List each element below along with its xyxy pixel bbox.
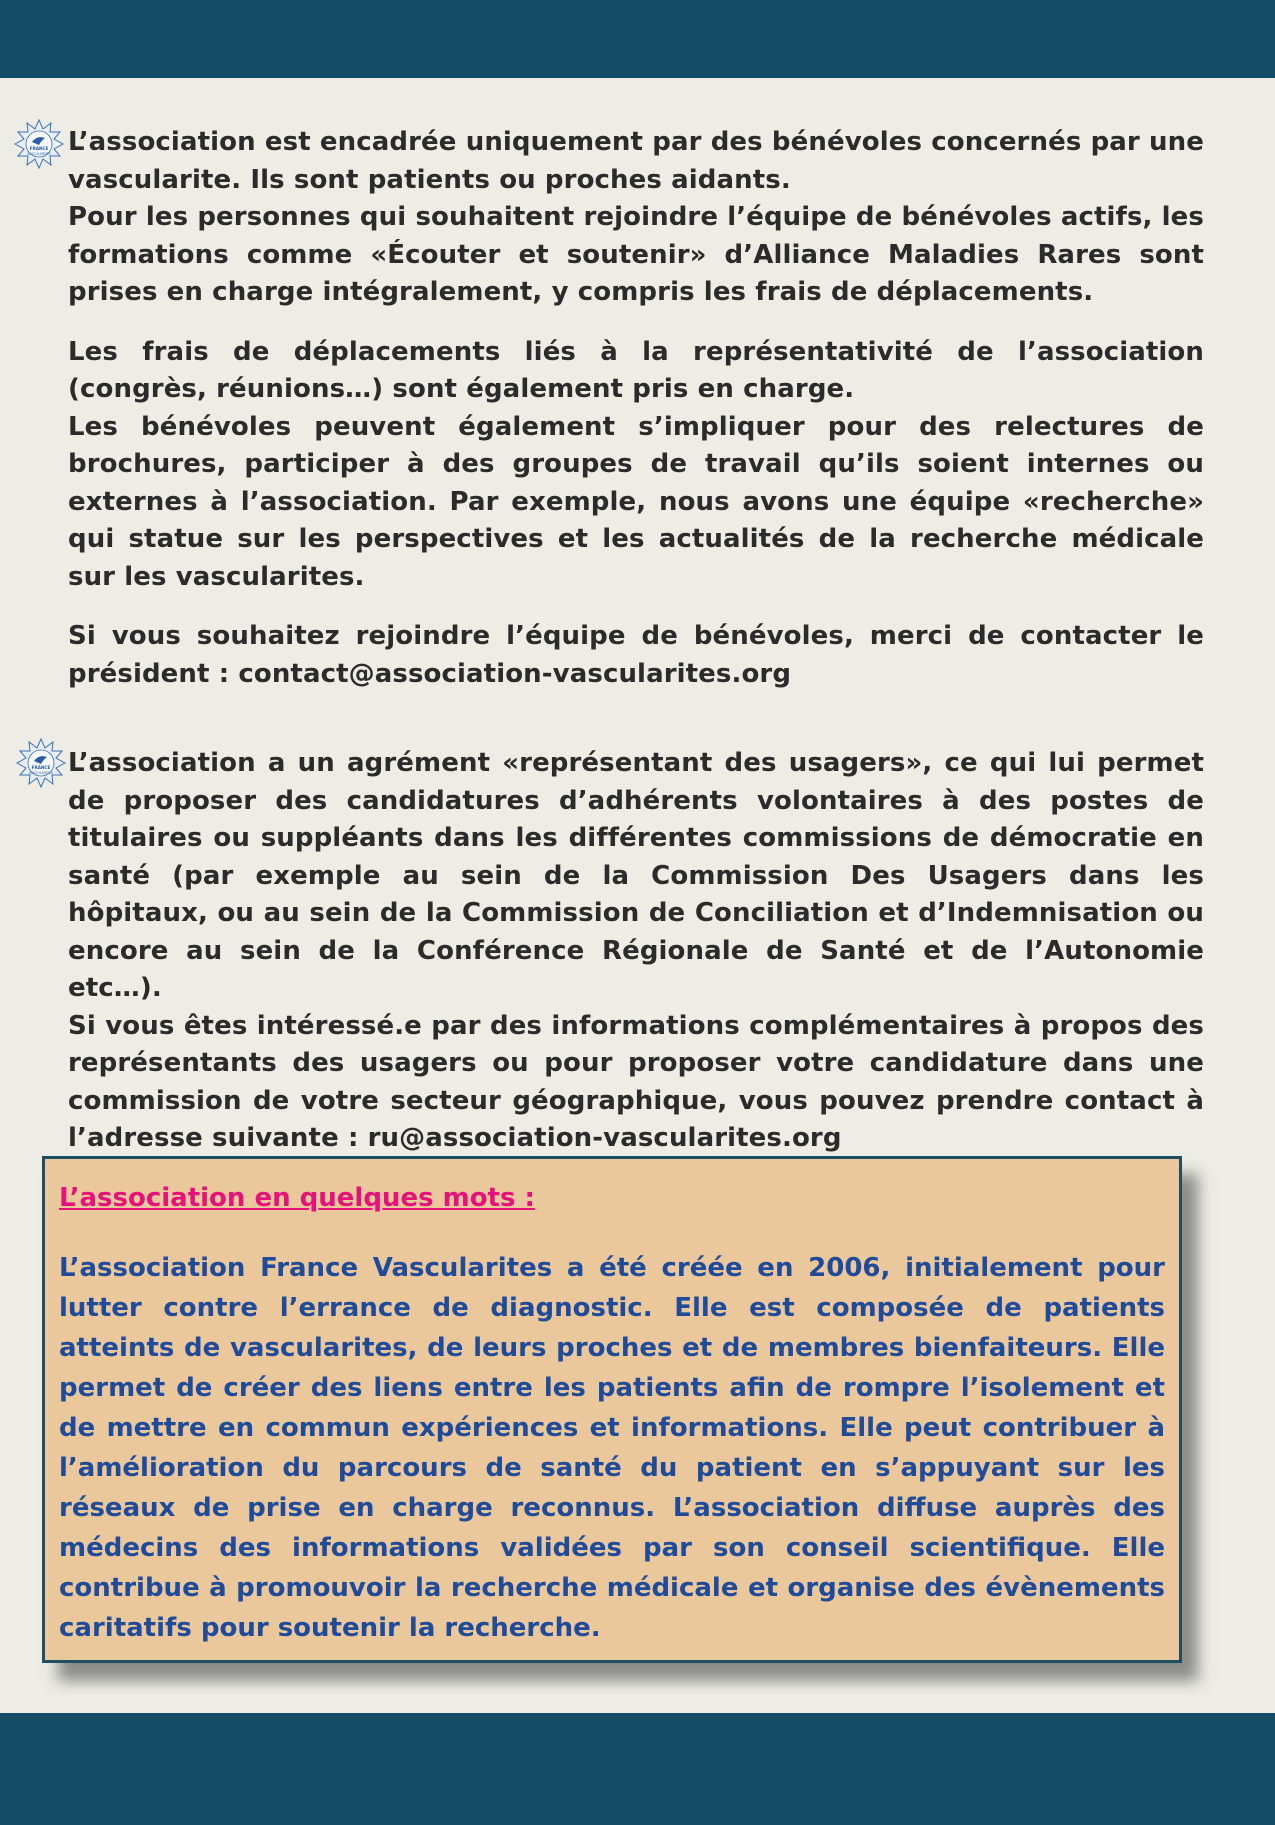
association-summary-box <box>42 1156 1182 1663</box>
paragraph-volunteers-intro: L’association est encadrée uniquement par des bénévoles concernés par une vascularite. Ils sont patients ou proches aidants. <box>68 127 1204 195</box>
paragraph-volunteer-tasks: Les bénévoles peuvent également s’impliquer pour des relectures de brochures, participer à des groupes de travail qu’ils soient internes ou externes à l’association. Par exemple, nous avons une équipe «recherche» qui statue sur les perspectives et les actualités de la recherche médicale sur les vascularites. <box>68 411 1204 592</box>
paragraph-travel-costs: Les frais de déplacements liés à la représentativité de l’association (congrès, réunions…) sont également pris en charge. <box>68 336 1204 404</box>
paragraph-agreement: L’association a un agrément «représentant des usagers», ce qui lui permet de proposer des candidatures d’adhérents volontaires à des postes de titulaires ou suppléants dans les différentes commissions de démocratie en santé (par exemple au sein de la Commission Des Usagers dans les hôpitaux, ou au sein de la Commission de Conciliation et d’Indemnisation ou encore au sein de la Conférence Régionale de Santé et de l’Autonomie etc…). <box>68 748 1204 1003</box>
summary-box-title: L’association en quelques mots : <box>59 1183 535 1213</box>
association-logo-icon <box>16 737 66 789</box>
paragraph-trainings: Pour les personnes qui souhaitent rejoindre l’équipe de bénévoles actifs, les formations comme «Écouter et soutenir» d’Alliance Maladies Rares sont prises en charge intégralement, y compris les frais de déplacements. <box>68 202 1204 307</box>
bottom-footer-band <box>0 1713 1275 1825</box>
logo-line1: FRANCE <box>31 765 51 770</box>
logo-line2: VASCULARITES <box>29 771 53 775</box>
logo-line1: FRANCE <box>29 146 49 151</box>
paragraph-representatives-contact: Si vous êtes intéressé.e par des informations complémentaires à propos des représentants des usagers ou pour proposer votre candidature dans une commission de votre secteur géographique, vous pouvez prendre contact à l’adresse suivante : ru@association-vascularites.org <box>68 1010 1204 1153</box>
user-representatives-section <box>68 745 1204 1158</box>
paragraph-join-contact: Si vous souhaitez rejoindre l’équipe de bénévoles, merci de contacter le président : contact@association-vascularites.org <box>68 621 1204 689</box>
summary-box-text: L’association France Vascularites a été créée en 2006, initialement pour lutter contre l’errance de diagnostic. Elle est composée de patients atteints de vascularites, de leurs proches et de membres bienfaiteurs. Elle permet de créer des liens entre les patients afin de rompre l’isolement et de mettre en commun expériences et informations. Elle peut contribuer à l’amélioration du parcours de santé du patient en s’appuyant sur les réseaux de prise en charge reconnus. L’association diffuse auprès des médecins des informations validées par son conseil scientifique. Elle contribue à promouvoir la recherche médicale et organise des évènements caritatifs pour soutenir la recherche. <box>59 1253 1165 1643</box>
volunteers-section <box>68 124 1204 693</box>
logo-line2: VASCULARITES <box>27 152 51 156</box>
top-header-band <box>0 0 1275 78</box>
association-logo-icon <box>14 118 64 170</box>
